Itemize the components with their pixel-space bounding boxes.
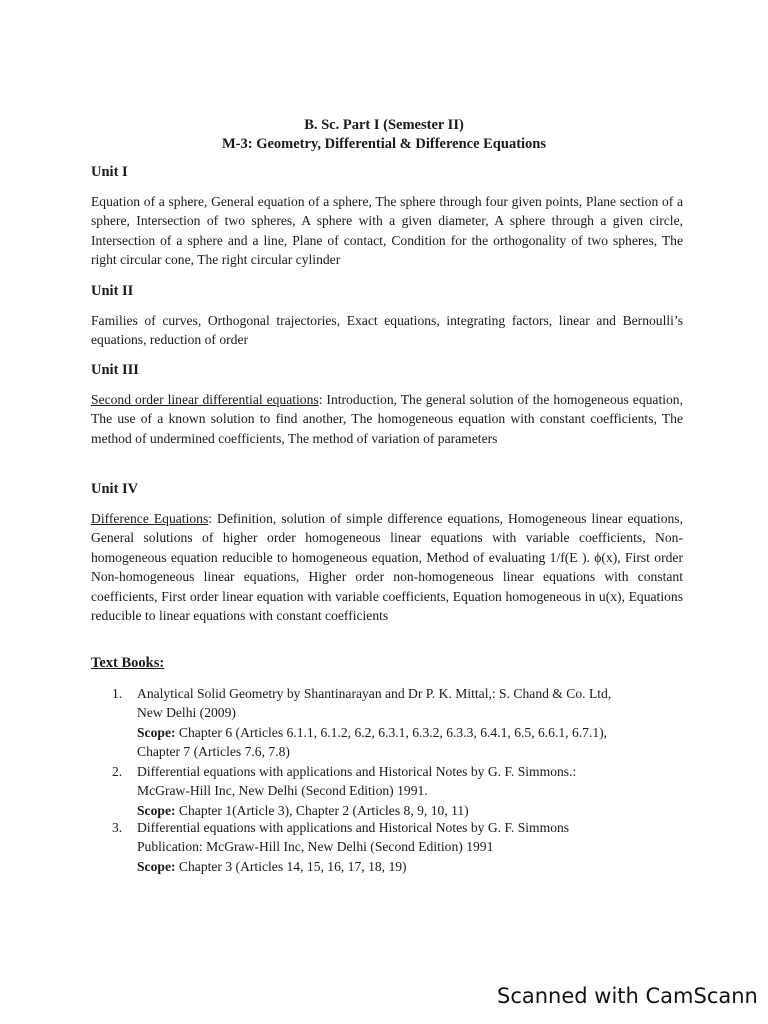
course-title: B. Sc. Part I (Semester II) [304, 117, 464, 133]
book-publisher: Publication: McGraw-Hill Inc, New Delhi (Second Edition) 1991 [137, 839, 494, 855]
unit-4-lead: Difference Equations [91, 511, 209, 526]
book-number: 3. [112, 820, 123, 835]
unit-4-heading: Unit IV [91, 481, 139, 497]
book-publisher: McGraw-Hill Inc, New Delhi (Second Edition) 1991. [137, 783, 428, 799]
unit-1-heading: Unit I [91, 164, 128, 180]
book-scope: Chapter 3 (Articles 14, 15, 16, 17, 18, 19) [178, 858, 407, 874]
scope-label: Scope: [137, 858, 176, 874]
unit-4-text: : Definition, solution of simple difference equations, Homogeneous linear equations, General solutions of higher order homogeneous linear equations with variable coefficients, Non-homogeneous equation reducible to homogeneous equation, Method of evaluating 1/f(E ). ϕ(x), First order Non-homogeneous linear equations, Higher order non-homogeneous linear equations with constant coefficients, First order linear equation with variable coefficients, Equation homogeneous in u(x), Equations reducible to linear equations with constant coefficients [91, 511, 683, 624]
book-publisher: New Delhi (2009) [137, 705, 236, 721]
book-item [112, 762, 692, 820]
book-title: Analytical Solid Geometry by Shantinarayan and Dr P. K. Mittal,: S. Chand & Co. Ltd, [137, 686, 612, 701]
book-scope-cont: Chapter 7 (Articles 7.6, 7.8) [137, 744, 290, 760]
unit-3-text: : Introduction, The general solution of the homogeneous equation, The use of a known solution to find another, The homogeneous equation with constant coefficients, The method of undermined coefficients, The method of variation of parameters [91, 392, 683, 446]
unit-3-content [91, 390, 683, 448]
book-item [112, 684, 692, 762]
book-number: 1. [112, 686, 123, 701]
book-title: Differential equations with applications and Historical Notes by G. F. Simmons.: [137, 764, 577, 779]
book-number: 2. [112, 764, 123, 779]
book-scope: Chapter 6 (Articles 6.1.1, 6.1.2, 6.2, 6.3.1, 6.3.2, 6.3.3, 6.4.1, 6.5, 6.6.1, 6.7.1), [178, 724, 608, 740]
unit-2-heading: Unit II [91, 283, 134, 299]
camscanner-watermark: Scanned with CamScann [497, 984, 758, 1008]
scope-label: Scope: [137, 724, 176, 740]
book-item [112, 818, 692, 876]
book-title: Differential equations with applications and Historical Notes by G. F. Simmons [137, 820, 570, 835]
text-books-heading: Text Books: [91, 655, 165, 671]
book-scope: Chapter 1(Article 3), Chapter 2 (Articles 8, 9, 10, 11) [178, 802, 469, 818]
unit-3-lead: Second order linear differential equations [91, 392, 319, 407]
scope-label: Scope: [137, 802, 176, 818]
document-header [0, 116, 768, 154]
unit-4-content [91, 509, 683, 625]
paper-title: M-3: Geometry, Differential & Difference Equations [221, 136, 547, 152]
unit-3-heading: Unit III [91, 362, 139, 378]
unit-1-content: Equation of a sphere, General equation of a sphere, The sphere through four given points, Plane section of a sphere, Intersection of two spheres, A sphere with a given diameter, A sphere through a given circle, Intersection of a sphere and a line, Plane of contact, Condition for the orthogonality of two spheres, The right circular cone, The right circular cylinder [91, 194, 683, 268]
unit-2-content: Families of curves, Orthogonal trajectories, Exact equations, integrating factors, linear and Bernoulli’s equations, reduction of order [91, 313, 683, 348]
